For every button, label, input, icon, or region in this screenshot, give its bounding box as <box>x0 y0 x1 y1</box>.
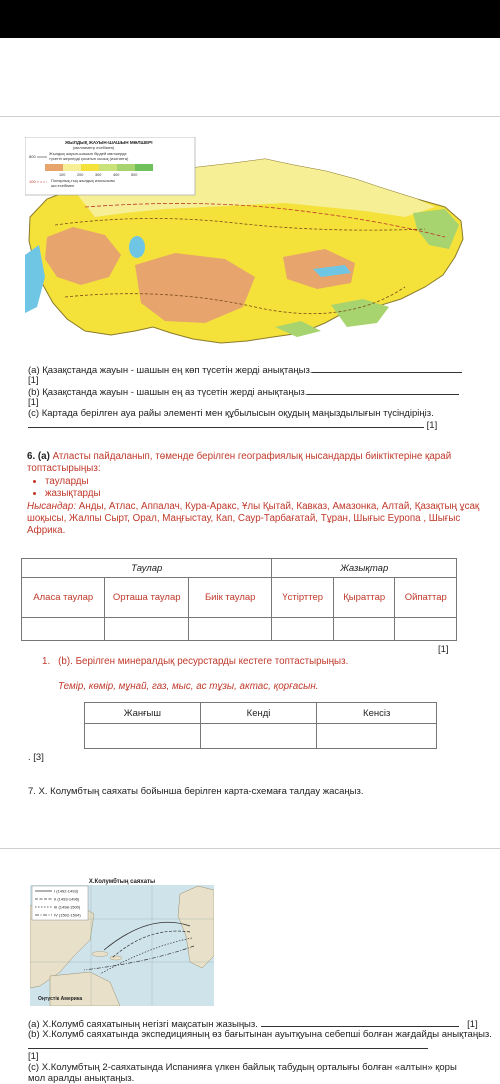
col-plateaus: Үстірттер <box>272 578 334 618</box>
col-non-ore: Кенсіз <box>317 703 437 724</box>
q5c-mark: [1] <box>426 420 438 431</box>
q5b-line <box>28 386 459 398</box>
q6-prompt <box>27 451 497 475</box>
col-high-mountains: Биік таулар <box>188 578 271 618</box>
q5a-mark: [1] <box>28 375 39 386</box>
scale-4: 400 <box>113 173 120 177</box>
legend-title: ЖЫЛДЫҚ ЖАУЫН-ШАШЫН МӨЛШЕРІ <box>65 140 153 145</box>
answer-cell[interactable] <box>333 618 395 641</box>
scale-1: 100 <box>59 173 66 177</box>
q7b-line <box>28 1040 428 1052</box>
q6b-items: Темір, көмір, мұнай, газ, мыс, ас тұзы, актас, қорғасын. <box>58 681 319 692</box>
q5c-answer-line[interactable] <box>28 419 424 428</box>
q7a-answer-line[interactable] <box>261 1018 459 1027</box>
q5a-text: (a) Қазақстанда жауын - шашын ең көп түсетін жерді анықтаңыз. <box>28 365 313 376</box>
q7b-mark: [1] <box>28 1051 39 1062</box>
q7b-text: (b) Х.Колумб саяхатында экспедицияның өз бағытынан ауытқуына себепші болған жағдайды анықтаңыз. <box>28 1029 492 1040</box>
map2-title: Х.Колумбтың саяхаты <box>88 879 156 885</box>
q5b-answer-line[interactable] <box>307 386 459 395</box>
q6-objects <box>27 501 497 537</box>
scale-5: 500 <box>131 173 138 177</box>
answer-cell[interactable] <box>200 724 317 749</box>
q5b-mark: [1] <box>28 397 39 408</box>
columbus-voyages-map <box>30 876 214 1006</box>
minerals-table <box>84 702 437 749</box>
scale-2: 200 <box>77 173 84 177</box>
q6b-line <box>42 656 348 667</box>
q6-bullet: • тауларды <box>45 476 497 488</box>
q7a-mark: [1] <box>467 1019 478 1030</box>
page-divider <box>0 116 500 117</box>
col-lowlands: Ойпаттар <box>395 578 457 618</box>
legend-voyage-3: III (1498-1500) <box>54 904 81 910</box>
head-plains: Жазықтар <box>272 559 457 578</box>
precipitation-map <box>25 137 466 349</box>
q6-objects-label: Нысандар: <box>27 501 77 512</box>
col-ore: Кенді <box>200 703 317 724</box>
south-america-label: Оңтүстік Америка <box>38 996 83 1002</box>
top-black-bar <box>0 0 500 38</box>
q5c-text: (c) Картада берілген ауа райы элементі мен құбылысын оқудың маңыздылығын түсіндіріңіз. <box>28 408 434 419</box>
col-uplands: Қыраттар <box>333 578 395 618</box>
legend-line2: түсетін жерлерді қосатын сызық (изогиета) <box>49 156 129 161</box>
legend-val1: 800 <box>29 154 36 159</box>
legend-line4: ши есебімен <box>51 183 75 188</box>
answer-cell[interactable] <box>317 724 437 749</box>
legend-voyage-2: II (1493-1496) <box>54 896 80 902</box>
legend-val2: 100 <box>29 179 36 184</box>
q6-prompt-text: Атласты пайдаланып, төменде берілген географиялық нысандарды биіктіктеріне қарай топтастырыңыз: <box>27 451 452 474</box>
scale-3: 300 <box>95 173 102 177</box>
q5c-line <box>28 419 437 431</box>
q7c-text: (c) Х.Колумбтың 2-саяхатында Испанияға үлкен байлық табудың орталығы болған «алтын» қоры мол аралды анықтаңыз. <box>28 1062 457 1084</box>
q7b-answer-line[interactable] <box>28 1040 428 1049</box>
legend-voyage-1: I (1492-1493) <box>54 888 79 894</box>
q6b-text: (b). Берілген минералдық ресурстарды кестеге топтастырыңыз. <box>58 656 349 667</box>
legend-voyage-4: IV (1502-1504) <box>54 912 81 918</box>
q6-number: 6. (a) <box>27 451 53 462</box>
answer-cell[interactable] <box>85 724 201 749</box>
answer-cell[interactable] <box>22 618 105 641</box>
col-combustible: Жанғыш <box>85 703 201 724</box>
col-low-mountains: Аласа таулар <box>22 578 105 618</box>
q6-objects-list: Анды, Атлас, Аппалач, Кура-Аракс, Ұлы Қытай, Кавказ, Амазонка, Алтай, Қазақтың ұсақ шоқысы, Жалпы Сырт, Орал, Маңғыстау, Кап, Саур-Тарбағатай, Тұран, Шығыс Еуропа , Шығыс Африка. <box>27 501 480 536</box>
answer-cell[interactable] <box>188 618 271 641</box>
q5b-text: (b) Қазақстанда жауын - шашын ең аз түсетін жерді анықтаңыз. <box>28 387 308 398</box>
q6-bullet: • жазықтарды <box>45 488 497 500</box>
legend-unit: (миллиметр есебімен) <box>73 145 115 150</box>
q5a-line <box>28 364 462 376</box>
q6b-number: 1. <box>42 656 51 667</box>
q7-text: 7. Х. Колумбтың саяхаты бойынша берілген карта-схемаға талдау жасаңыз. <box>28 786 364 797</box>
col-mid-mountains: Орташа таулар <box>105 578 188 618</box>
q5a-answer-line[interactable] <box>312 364 462 373</box>
answer-cell[interactable] <box>395 618 457 641</box>
table2-mark: . [3] <box>28 752 44 763</box>
head-mountains: Таулар <box>22 559 272 578</box>
table1-mark: [1] <box>438 644 449 655</box>
legend-line1: Жылдық жауын-шашын бірдей мөлшерде <box>49 151 127 156</box>
answer-cell[interactable] <box>272 618 334 641</box>
page-divider-2 <box>0 848 500 849</box>
legend-line3: Полярлық-тың жылдық изосызығы <box>51 178 116 183</box>
q6-bullets <box>27 476 497 500</box>
q6-block <box>27 451 497 537</box>
q7a-text: (a) Х.Колумб саяхатының негізгі мақсатын жазыңыз. <box>28 1019 258 1030</box>
landforms-table <box>21 558 457 641</box>
answer-cell[interactable] <box>105 618 188 641</box>
